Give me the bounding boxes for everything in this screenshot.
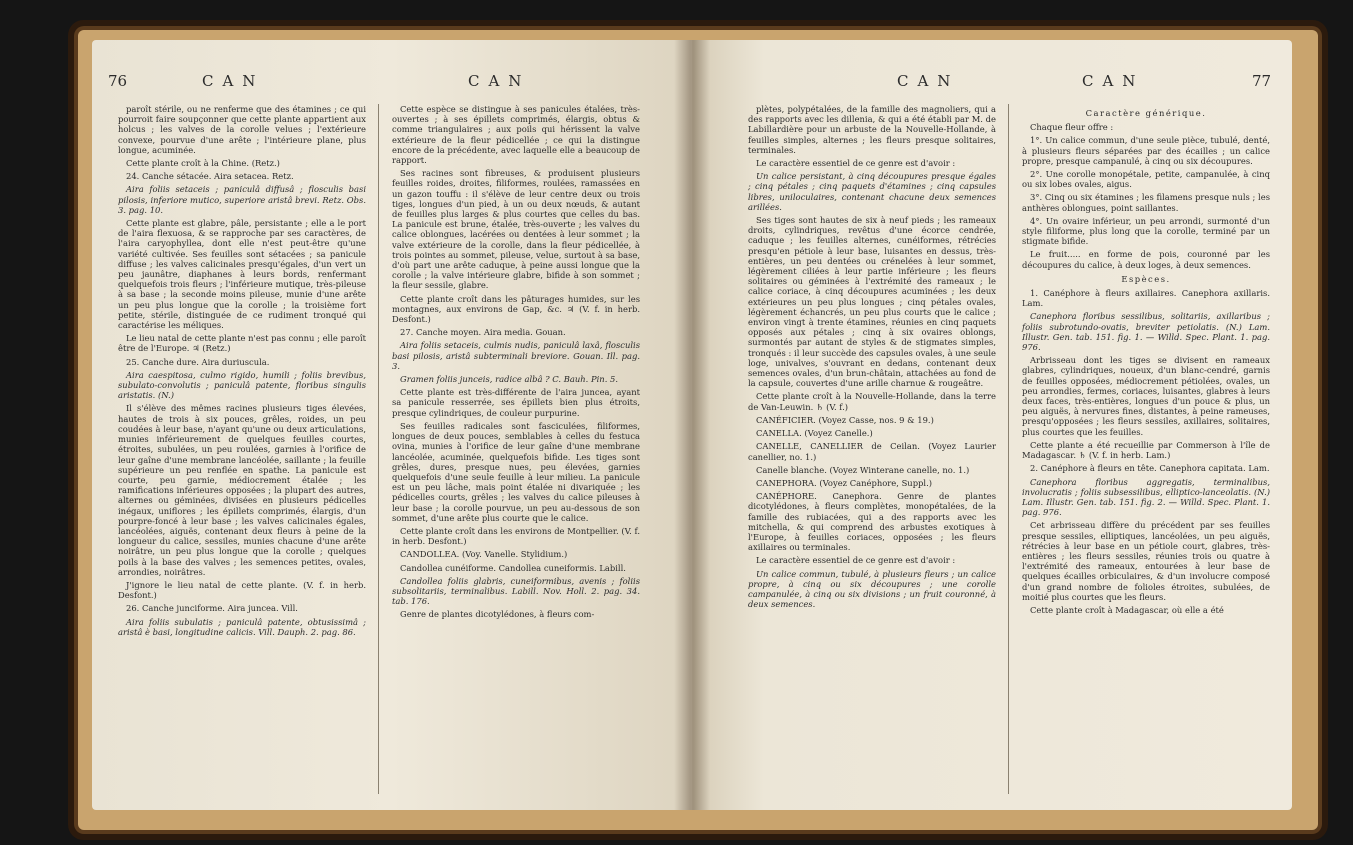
latin-diagnosis: Aira foliis setaceis, culmis nudis, paniculâ laxâ, flosculis basi pilosis, aristâ subterminali breviore. Gouan. Ill. pag. 3.: [392, 340, 640, 371]
text-paragraph: plètes, polypétalées, de la famille des magnoliers, qui a des rapports avec les dillenia, & qui a été établi par M. de Labillardière pour un arbuste de la Nouvelle-Hollande, à feuilles simples, alternes ; les fleurs presque solitaires, terminales.: [748, 104, 996, 155]
right-column-2: [1022, 104, 1270, 618]
left-page-number: 76: [108, 72, 128, 90]
right-running-head-1: CAN: [897, 72, 960, 90]
cross-reference: CANELLA. (Voyez Canelle.): [756, 428, 873, 439]
cross-reference: CANELLE, CANELLIER de Ceilan. (Voyez Laurier canellier, no. 1.): [748, 441, 996, 462]
text-paragraph: Cette plante croît dans les pâturages humides, sur les montagnes, aux environs de Gap, &c. ♃ (V. f. in herb. Desfont.): [392, 293, 640, 325]
text-paragraph: Cette plante a été recueillie par Commerson à l'île de Madagascar. ♄ (V. f. in herb. Lam.): [1022, 439, 1270, 461]
latin-diagnosis: Aira foliis setaceis ; paniculâ diffusâ ; flosculis basi pilosis, inferiore mutico, superiore aristâ brevi. Retz. Obs. 3. pag. 10.: [118, 184, 366, 215]
latin-diagnosis: Candollea foliis glabris, cuneiformibus, avenis ; foliis subsolitariis, terminalibus. Labill. Nov. Holl. 2. pag. 34. tab. 176.: [392, 575, 640, 607]
entry-heading: Candollea cunéiforme. Candollea cuneiformis. Labill.: [400, 562, 626, 573]
text-paragraph: Arbrisseau dont les tiges se divisent en rameaux glabres, cylindriques, noueux, d'un blanc-cendré, garnis de feuilles opposées, médiocrement pétiolées, ovales, un peu arrondies, fermes, coriaces, luisantes, glabres à leurs deux faces, très-entières, longues d'un pouce & plus, un peu aiguës, à nervures fines, distantes, à peine rameuses, presqu'opposées ; les fleurs sessiles, axillaires, solitaires, plus courtes que les feuilles.: [1022, 355, 1270, 437]
text-paragraph: J'ignore le lieu natal de cette plante. (V. f. in herb. Desfont.): [118, 579, 366, 601]
column-rule: [378, 104, 379, 794]
left-page: [92, 40, 692, 810]
text-paragraph: 4°. Un ovaire inférieur, un peu arrondi, surmonté d'un style filiforme, plus long que la corolle, terminé par un stigmate bifide.: [1022, 215, 1270, 247]
right-running-head-2: CAN: [1082, 72, 1145, 90]
text-paragraph: Ses racines sont fibreuses, & produisent plusieurs feuilles roides, droites, filiformes, roulées, ramassées en un gazon touffu : il s'élève de leur centre deux ou trois tiges, longues d'un pied, à un ou deux nœuds, & autant de feuilles plus larges & plus courtes que celles du bas. La panicule est brune, étalée, très-ouverte ; les valves du calice oblongues, lacérées ou dentées à leur sommet ; la valve extérieure de la corolle, dans la fleur pédicellée, à trois pointes au sommet, pileuse, velue, surtout à sa base, d'où part une arête caduque, à peine aussi longue que la corolle ; la valve intérieure glabre, bifide à son sommet ; la fleur sessile, glabre.: [392, 168, 640, 291]
text-paragraph: Cette plante croît à la Chine. (Retz.): [126, 158, 280, 169]
text-paragraph: Cette plante croît à la Nouvelle-Hollande, dans la terre de Van-Leuwin. ♄ (V. f.): [748, 391, 996, 412]
text-paragraph: Le caractère essentiel de ce genre est d'avoir :: [756, 555, 956, 566]
entry-heading: 24. Canche sétacée. Aira setacea. Retz.: [126, 171, 294, 182]
text-paragraph: Le caractère essentiel de ce genre est d'avoir :: [756, 158, 956, 169]
cross-reference: Canelle blanche. (Voyez Winterane canelle, no. 1.): [756, 464, 970, 475]
entry-heading: 2. Canéphore à fleurs en tête. Canephora capitata. Lam.: [1030, 463, 1270, 474]
right-header: [692, 72, 1292, 98]
text-paragraph: Cette plante est glabre, pâle, persistante ; elle a le port de l'aira flexuosa, & se rapproche par ses caractères, de l'aira caryophyllea, dont elle n'est peut-être qu'une variété cultivée. Ses feuilles sont sétacées ; sa panicule diffuse ; les valves calicinales presqu'égales, d'un vert un peu jaunâtre, diaphanes à leurs bords, renfermant quelquefois trois fleurs ; l'inférieure mutique, très-pileuse à sa base ; la seconde moins pileuse, munie d'une arête un peu plus longue que la corolle ; la troisième fort petite, stérile, distinguée de ce rudiment tronqué qui caractérise les méliques.: [118, 218, 366, 331]
section-heading: Caractère générique.: [1085, 108, 1207, 118]
text-paragraph: paroît stérile, ou ne renferme que des étamines ; ce qui pourroit faire soupçonner que cette plante appartient aux holcus ; les valves de la corolle velues ; l'extérieure convexe, pourvue d'une arête ; l'intérieure plane, plus longue, acuminée.: [118, 104, 366, 155]
entry-heading: 25. Canche dure. Aira duriuscula.: [126, 356, 270, 367]
latin-diagnosis: Canephora floribus sessilibus, solitariis, axillaribus ; foliis subrotundo-ovatis, breviter petiolatis. (N.) Lam. Illustr. Gen. tab. 151. fig. 1. — Willd. Spec. Plant. 1. pag. 976.: [1022, 311, 1270, 353]
entry-heading: CANDOLLEA. (Voy. Vanelle. Stylidium.): [400, 549, 568, 560]
text-paragraph: Cet arbrisseau diffère du précédent par ses feuilles presque sessiles, elliptiques, lancéolées, un peu aiguës, rétrécies à leur base en un pétiole court, glabres, très-entières ; les fleurs sessiles, réunies trois ou quatre à l'extrémité des rameaux, entourées à leur base de quelques écailles orbiculaires, & d'un involucre composé d'un grand nombre de folioles étroites, subulées, de moitié plus courtes que les fleurs.: [1022, 520, 1270, 602]
left-running-head-2: CAN: [468, 72, 531, 90]
cross-reference: CANEPHORA. (Voyez Canéphore, Suppl.): [756, 477, 933, 488]
column-rule: [1008, 104, 1009, 794]
text-paragraph: Chaque fleur offre :: [1030, 122, 1114, 133]
text-paragraph: 3°. Cinq ou six étamines ; les filamens presque nuls ; les anthères oblongues, point saillantes.: [1022, 192, 1270, 213]
latin-diagnosis: Aira caespitosa, culmo rigido, humili ; foliis brevibus, subulato-convolutis ; paniculâ patente, floribus singulis aristatis. (N.): [118, 369, 366, 401]
text-paragraph: Cette plante croît dans les environs de Montpellier. (V. f. in herb. Desfont.): [392, 525, 640, 547]
open-book: [78, 30, 1318, 830]
left-column-2: [392, 104, 640, 623]
latin-synonym: Gramen foliis junceis, radice albâ ? C. Bauh. Pin. 5.: [400, 374, 619, 385]
entry-heading: 27. Canche moyen. Aira media. Gouan.: [400, 327, 566, 338]
text-paragraph: Il s'élève des mêmes racines plusieurs tiges élevées, hautes de trois à six pouces, grêles, roides, un peu coudées à leur base, n'ayant qu'une ou deux articulations, munies inférieurement de quelques feuilles courtes, étroites, subulées, un peu roulées, garnies à l'orifice de leur gaîne d'une membrane lancéolée, saillante ; la feuille supérieure un peu renflée en spathe. La panicule est courte, peu garnie, médiocrement étalée ; les ramifications inférieures opposées ; la plupart des autres, alternes ou géminées, divisées en plusieurs pédicelles inégaux, uniflores ; les épillets comprimés, élargis, d'un pourpre-foncé à leur base ; les valves calicinales égales, lancéolées, aiguës, contenant deux fleurs à peine de la longueur du calice, sessiles, munies chacune d'une arête noirâtre, un peu plus longue que la corolle ; quelques poils à la base des valves ; les semences petites, ovales, arrondies, noirâtres.: [118, 403, 366, 577]
latin-diagnosis: Aira foliis subulatis ; paniculâ patente, obtusissimâ ; aristâ è basi, longitudine calicis. Vill. Dauph. 2. pag. 86.: [118, 616, 366, 637]
text-paragraph: Ses feuilles radicales sont fasciculées, filiformes, longues de deux pouces, semblables à celles du festuca ovina, munies à l'orifice de leur gaîne d'une membrane lancéolée, acuminée, quelquefois bifide. Les tiges sont grêles, dures, presque nues, peu élevées, garnies quelquefois d'une seule feuille à leur milieu. La panicule est un peu lâche, mais point étalée ni divariquée ; les pédicelles courts, grêles ; les valves du calice pileuses à leur base ; la corolle pourvue, un peu au-dessous de son sommet, d'une arête plus courte que le calice.: [392, 420, 640, 523]
left-column-1: [118, 104, 366, 640]
text-paragraph: Cette plante croît à Madagascar, où elle a été: [1030, 604, 1224, 615]
text-paragraph: Cette plante est très-différente de l'aira juncea, ayant sa panicule resserrée, ses épillets bien plus étroits, presque cylindriques, de couleur purpurine.: [392, 387, 640, 418]
text-paragraph: Genre de plantes dicotylédones, à fleurs com-: [400, 609, 595, 620]
text-paragraph: 2°. Une corolle monopétale, petite, campanulée, à cinq ou six lobes ovales, aigus.: [1022, 169, 1270, 190]
text-paragraph: Le lieu natal de cette plante n'est pas connu ; elle paroît être de l'Europe. ♃ (Retz.): [118, 333, 366, 354]
cross-reference: CANÉFICIER. (Voyez Casse, nos. 9 & 19.): [756, 414, 934, 425]
text-paragraph: 1°. Un calice commun, d'une seule pièce, tubulé, denté, à plusieurs fleurs séparées par des écailles ; un calice propre, presque campanulé, à cinq ou six découpures.: [1022, 135, 1270, 166]
text-paragraph: Le fruit..... en forme de pois, couronné par les découpures du calice, à deux loges, à deux semences.: [1022, 249, 1270, 270]
text-paragraph: Ses tiges sont hautes de six à neuf pieds ; les rameaux droits, cylindriques, revêtus d'une écorce cendrée, caduque ; les feuilles alternes, cunéiformes, rétrécies presqu'en pétiole à leur base, luisantes en dessus, très-entières, un peu dentées ou crénelées à leur sommet, légèrement ciliées à leur partie inférieure ; les fleurs solitaires ou géminées à l'extrémité des rameaux ; le calice coriace, à cinq découpures acuminées ; les deux extérieures un peu plus longues ; cinq pétales ovales, légèrement échancrés, un peu plus courts que le calice ; environ vingt à trente étamines, réunies en cinq paquets opposés aux pétales ; cinq à six ovaires oblongs, surmontés par autant de styles & de stigmates simples, tronqués : il leur succède des capsules ovales, à une seule loge, univalves, s'ouvrant en dedans, contenant deux semences ovales, d'un brun-châtain, attachées au fond de la capsule, couvertes d'une arille charnue & rougeâtre.: [748, 215, 996, 389]
right-page-number: 77: [1252, 72, 1272, 90]
right-column-1: [748, 104, 996, 612]
right-page: [692, 40, 1292, 810]
text-paragraph: Cette espèce se distingue à ses panicules étalées, très-ouvertes ; à ses épillets comprimés, élargis, obtus & comme triangulaires ; aux poils qui hérissent la valve extérieure de la fleur pédicellée ; ce qui la distingue encore de la précédente, avec laquelle elle a beaucoup de rapport.: [392, 104, 640, 166]
left-running-head-1: CAN: [202, 72, 265, 90]
essential-character: Un calice persistant, à cinq découpures presque égales ; cinq pétales ; cinq paquets d'étamines ; cinq capsules libres, uniloculaires, contenant chacune deux semences arillées.: [748, 171, 996, 212]
section-heading: Espèces.: [1121, 273, 1171, 284]
text-paragraph: CANÉPHORE. Canephora. Genre de plantes dicotylédones, à fleurs complètes, monopétalées, de la famille des rubiacées, qui a des rapports avec les mitchella, & qui comprend des arbustes exotiques à l'Europe, à feuilles coriaces, opposées ; les fleurs axillaires ou terminales.: [748, 491, 996, 553]
left-header: [92, 72, 692, 98]
essential-character: Un calice commun, tubulé, à plusieurs fleurs ; un calice propre, à cinq ou six découpures ; une corolle campanulée, à cinq ou six divisions ; un fruit couronné, à deux semences.: [748, 568, 996, 610]
latin-diagnosis: Canephora floribus aggregatis, terminalibus, involucratis ; foliis subsessilibus, elliptico-lanceolatis. (N.) Lam. Illustr. Gen. tab. 151. fig. 2. — Willd. Spec. Plant. 1. pag. 976.: [1022, 476, 1270, 518]
entry-heading: 1. Canéphore à fleurs axillaires. Canephora axillaris. Lam.: [1022, 288, 1270, 309]
entry-heading: 26. Canche junciforme. Aira juncea. Vill.: [126, 603, 298, 614]
